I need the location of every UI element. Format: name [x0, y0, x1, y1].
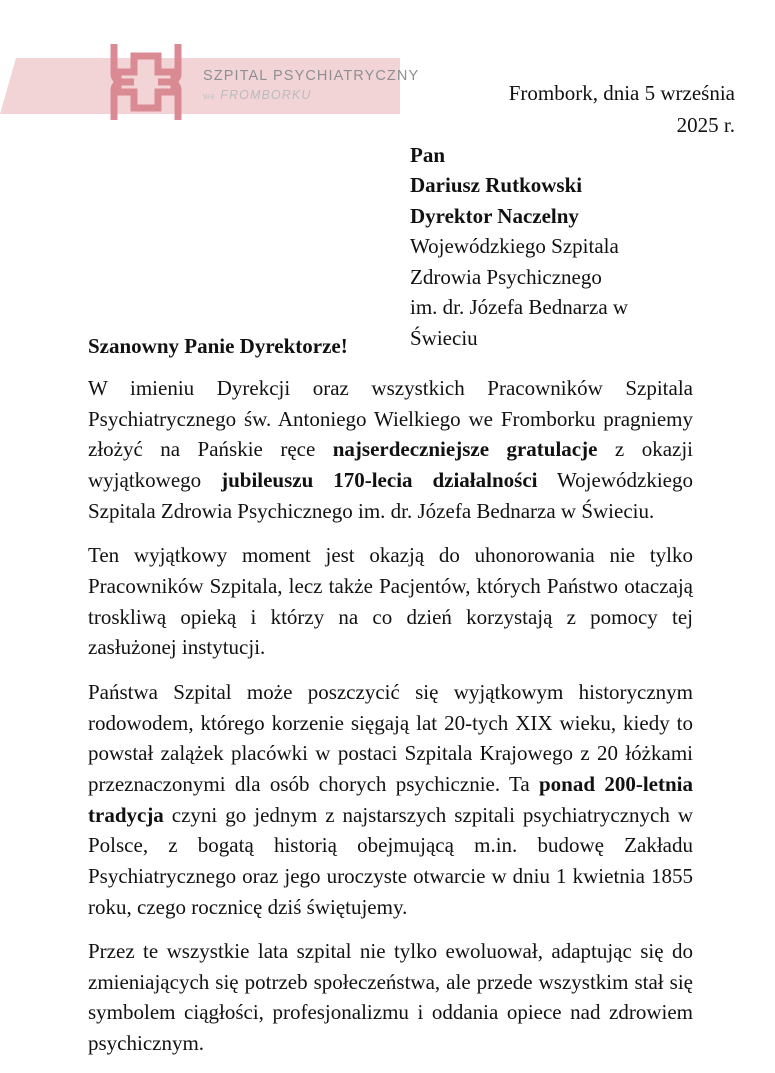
paragraph-1-part-c: z okazji wyjątkowego: [88, 437, 694, 492]
paragraph-2: Ten wyjątkowy moment jest okazją do uhonorowania nie tylko Pracowników Szpitala, lecz także Pacjentów, których Państwo otaczają troskliwą opieką i którzy na co dzień korzystają z pomocy tej zasłużonej instytucji.: [88, 543, 693, 660]
salutation: Szanowny Panie Dyrektorze!: [88, 334, 348, 358]
logo-line-2-prefix: we: [203, 90, 216, 101]
paragraph-4: Przez te wszystkie lata szpital nie tylko ewoluował, adaptując się do zmieniających się potrzeb społeczeństwa, ale przede wszystkim stał się symbolem ciągłości, profesjonalizmu i oddania opiece nad zdrowiem psychicznym.: [88, 939, 693, 1056]
place-date-line-1: Frombork, dnia 5 września: [508, 81, 735, 105]
paragraph-1-bold-1: najserdeczniejsze gratulacje: [332, 437, 598, 462]
paragraph-3-part-c: czyni go jednym z najstarszych szpitali psychiatrycznych w Polsce, z bogatą historią obejmującą m.in. budowę Zakładu Psychiatrycznego oraz jego uroczyste otwarcie w dniu 1 kwietnia 1855 roku, czego rocznicę dziś świętujemy.: [88, 802, 693, 919]
paragraph-3: [88, 677, 693, 922]
addressee-line-2: Dariusz Rutkowski: [410, 173, 583, 198]
addressee-line-1: Pan: [410, 143, 446, 167]
paragraph-1: [88, 373, 693, 526]
addressee-line-6: im. dr. Józefa Bednarza w: [410, 295, 629, 320]
logo-line-1: SZPITAL PSYCHIATRYCZNY: [203, 68, 420, 84]
paragraph-3-bold-1: ponad 200-letnia tradycja: [88, 771, 693, 827]
logo-line-2-city: FROMBORKU: [220, 87, 312, 102]
paragraph-1-bold-2: jubileuszu 170-lecia działalności: [221, 467, 538, 492]
letter-body: [88, 334, 693, 1073]
addressee-line-3: Dyrektor Naczelny: [410, 203, 579, 228]
paragraph-1-part-e: Wojewódzkiego Szpitala Zdrowia Psychicznego im. dr. Józefa Bednarza w Świeciu.: [88, 467, 693, 523]
paragraph-1-part-a: W imieniu Dyrekcji oraz wszystkich Pracowników Szpitala Psychiatrycznego św. Antoniego Wielkiego we Fromborku pragniemy złożyć na Pańskie ręce: [88, 376, 693, 462]
hospital-cross-logo-icon: [100, 36, 192, 128]
addressee-line-5: Zdrowia Psychicznego: [410, 264, 602, 289]
addressee-line-4: Wojewódzkiego Szpitala: [410, 234, 619, 259]
place-and-date: [375, 78, 735, 141]
paragraph-3-part-a: Państwa Szpital może poszczycić się wyjątkowym historycznym rodowodem, którego korzenie sięgają lat 20-tych XIX wieku, kiedy to powstał zalążek placówki w postaci Szpitala Krajowego z 20 łóżkami przeznaczonymi dla osób chorych psychicznie. Ta: [88, 679, 693, 796]
place-date-line-2: 2025 r.: [676, 112, 735, 137]
addressee-block: [410, 140, 740, 353]
addressee-line-7: Świeciu: [410, 325, 478, 350]
